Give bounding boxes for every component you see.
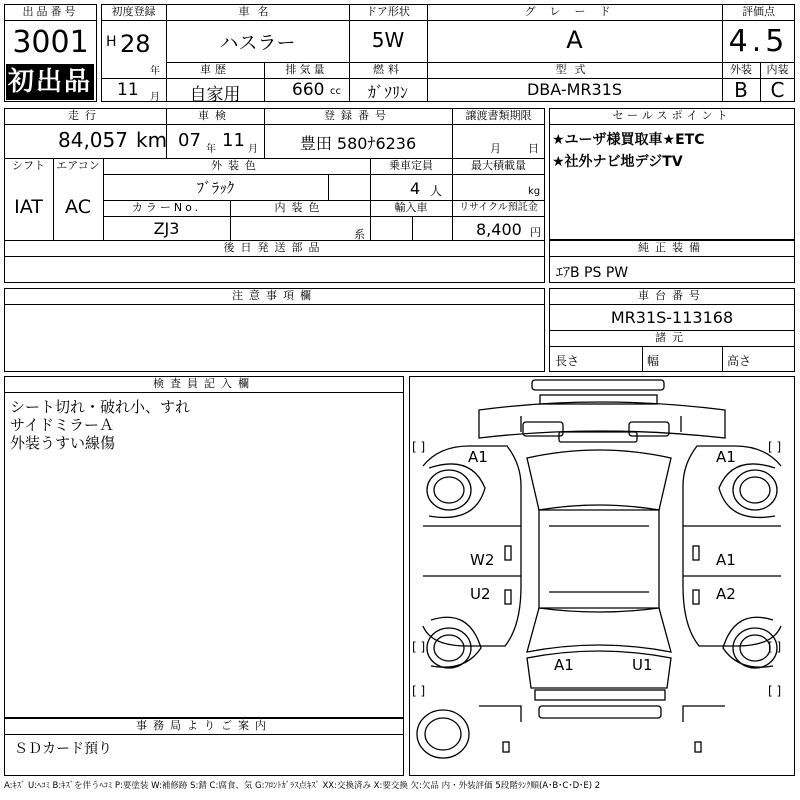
bracket-right-top: [ ]: [768, 440, 782, 454]
shift: IAT: [14, 196, 43, 218]
fuel-label: 燃料: [373, 63, 403, 76]
lot-number: 3001: [12, 25, 89, 60]
sales-points-box: [549, 108, 795, 240]
width-label: 幅: [647, 354, 660, 368]
inspector-line-3: 外装うすい線傷: [10, 434, 116, 452]
displacement: 660: [292, 80, 325, 100]
color-no-label: カラーNo.: [131, 201, 202, 214]
shift-label: シフト: [12, 159, 45, 172]
exterior-label: 外装: [730, 63, 752, 76]
recycle: 8,400: [476, 220, 522, 239]
history-label: 車歴: [200, 63, 230, 76]
mark-front-left: A1: [468, 448, 488, 466]
interior-color-unit: 系: [354, 228, 365, 241]
recycle-label: リサイクル預託金: [459, 202, 538, 213]
displacement-label: 排気量: [285, 63, 328, 76]
fuel: ｶﾞｿﾘﾝ: [367, 83, 408, 102]
bracket-left-top: [ ]: [412, 440, 426, 454]
score-label: 評価点: [742, 5, 775, 18]
mark-left-front-door: W2: [470, 551, 495, 569]
transfer-label: 譲渡書類期限: [465, 109, 532, 122]
transfer-month-unit: 月: [490, 142, 501, 155]
month: 11: [117, 80, 139, 100]
chassis-label: 車台番号: [638, 289, 706, 302]
equipment-label: 純正装備: [638, 241, 706, 254]
inspection-month: 11: [222, 130, 245, 151]
height-label: 高さ: [727, 354, 752, 368]
legend: A:ｷｽﾞ U:ﾍｺﾐ B:ｷｽﾞを伴うﾍｺﾐ P:要塗装 W:補修跡 S:錆 C:腐食、気 G:ﾌﾛﾝﾄｶﾞﾗｽ点ｷｽﾞ XX:交換済み X:要交換 欠:欠品 内・外装評価 5段階ﾗﾝｸ順(A･B･C･D･E) 2: [4, 781, 601, 791]
bracket-right-mid: [ ]: [768, 640, 782, 654]
mark-right-front-door: A1: [716, 551, 736, 569]
month-unit: 月: [150, 92, 160, 103]
sales-point-2: ★社外ナビ地デジTV: [552, 154, 683, 170]
bracket-left-bottom: [ ]: [412, 684, 426, 698]
displacement-unit: cc: [330, 86, 341, 97]
mark-rear-left: A1: [554, 656, 574, 674]
mileage: 84,057: [58, 128, 128, 152]
door: 5W: [371, 28, 405, 52]
interior-label: 内装: [766, 63, 789, 76]
interior-grade: C: [770, 78, 785, 102]
inspector-label: 検査員記入欄: [153, 377, 255, 390]
mileage-label: 走行: [68, 109, 102, 122]
inspection-year-unit: 年: [206, 144, 216, 155]
exterior-grade: B: [734, 78, 748, 102]
length-label: 長さ: [555, 354, 580, 368]
color-no: ZJ3: [153, 219, 180, 238]
mark-rear-right: U1: [632, 656, 653, 674]
score: 4.5: [728, 24, 789, 59]
equipment-value: ｴｱB PS PW: [556, 265, 629, 281]
registration-label: 登録番号: [324, 109, 392, 122]
lot-number-label: 出品番号: [22, 5, 79, 18]
sales-point-1: ★ユーザ様買取車★ETC: [552, 132, 705, 148]
import-label: 輸入車: [394, 201, 428, 214]
color: ﾌﾞﾗｯｸ: [196, 179, 235, 197]
first-listing-text: 初出品: [7, 67, 92, 97]
load-unit: kg: [528, 186, 541, 197]
transfer-day-unit: 日: [528, 142, 539, 155]
registration: 豊田 580ﾅ6236: [299, 134, 417, 153]
door-label: ドア形状: [366, 5, 410, 18]
year-unit: 年: [150, 66, 160, 77]
ac: AC: [65, 196, 91, 218]
model-label: 型式: [555, 63, 594, 76]
capacity: 4: [410, 179, 421, 198]
inspector-line-1: シート切れ・破れ小、すれ: [10, 398, 191, 416]
mark-front-right: A1: [716, 448, 736, 466]
car-diagram: [409, 376, 795, 776]
capacity-label: 乗車定員: [389, 159, 433, 172]
load-label: 最大積載量: [471, 159, 526, 172]
car-name: ハスラー: [219, 32, 296, 54]
color-label: 外装色: [211, 159, 262, 172]
inspection-month-unit: 月: [248, 144, 258, 155]
ac-label: エアコン: [56, 159, 100, 172]
capacity-unit: 人: [430, 184, 443, 198]
mileage-unit: km: [136, 128, 168, 152]
bracket-right-bottom: [ ]: [768, 684, 782, 698]
inspection-year: 07: [178, 130, 201, 151]
bracket-left-mid: [ ]: [412, 640, 426, 654]
sales-points-label: セールスポイント: [612, 109, 732, 122]
inspector-line-2: サイドミラーＡ: [10, 416, 114, 434]
car-name-label: 車名: [238, 5, 277, 18]
dims-label: 諸元: [655, 331, 689, 344]
notes-label: 注意事項欄: [232, 289, 317, 302]
model: DBA-MR31S: [526, 80, 623, 99]
year: 28: [120, 30, 151, 58]
grade-label: グレード: [524, 5, 625, 18]
later-parts-label: 後日発送部品: [223, 241, 326, 254]
inspection-label: 車検: [198, 109, 232, 122]
grade: A: [566, 26, 583, 54]
era: H: [106, 34, 117, 50]
mark-right-rear-door: A2: [716, 585, 736, 603]
office-value: ＳＤカード預り: [14, 741, 112, 757]
first-reg-label: 初度登録: [111, 5, 156, 18]
recycle-unit: 円: [530, 226, 541, 239]
interior-color-label: 内装色: [274, 201, 326, 214]
office-label: 事務局よりご案内: [136, 719, 272, 732]
chassis-number: MR31S-113168: [610, 308, 734, 327]
mark-left-rear-door: U2: [470, 585, 491, 603]
history: 自家用: [189, 85, 241, 105]
